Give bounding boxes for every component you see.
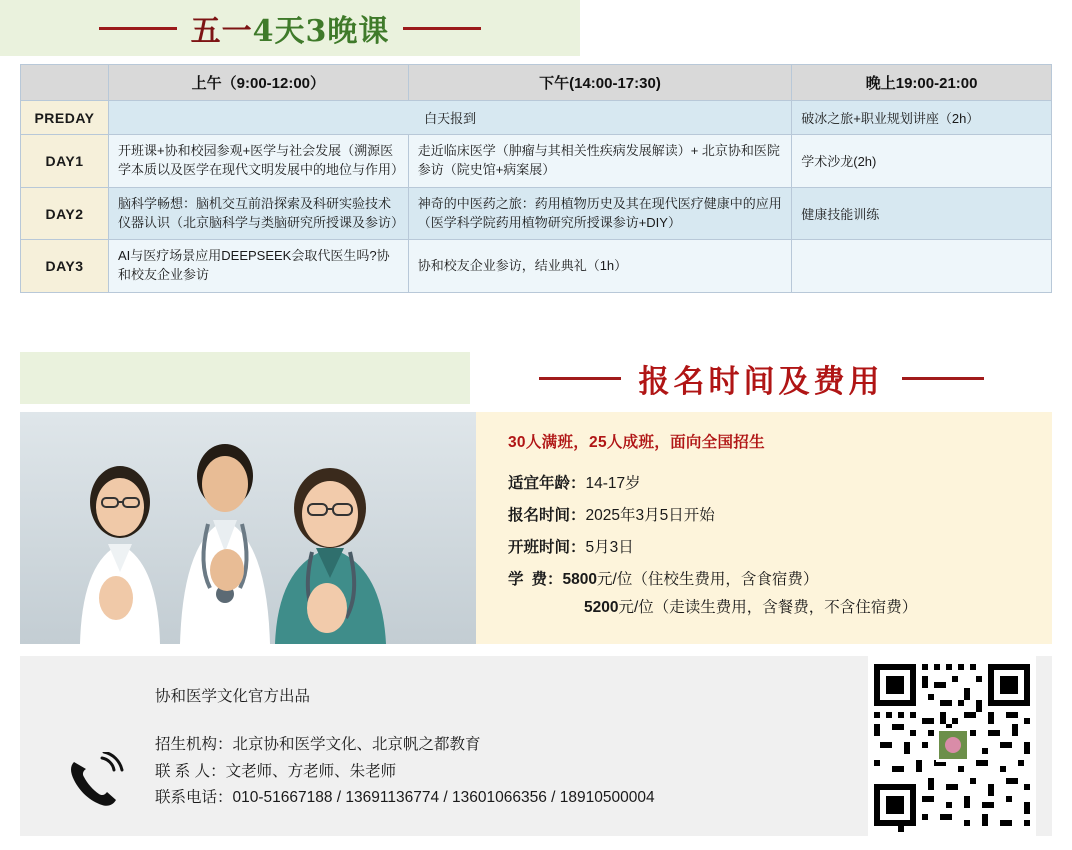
- column-header-morning: 上午（9:00-12:00）: [108, 65, 408, 101]
- title-red-part: 五一: [190, 14, 253, 49]
- column-header-evening: 晚上19:00-21:00: [792, 65, 1052, 101]
- row-evening: [792, 240, 1052, 293]
- enrollment-headline: 30人满班，25人成班，面向全国招生: [508, 434, 765, 451]
- table-row: [21, 240, 1052, 293]
- row-morning: AI与医疗场景应用DEEPSEEK会取代医生吗?协和校友企业参访: [108, 240, 408, 293]
- row-afternoon: 走近临床医学（肿瘤与其相关性疾病发展解读）+ 北京协和医院参访（院史馆+病案展）: [408, 135, 792, 188]
- detail-start-label: 开班时间：: [508, 538, 586, 556]
- detail-fee-primary-tail: 元/位（住校生费用，含食宿费）: [597, 570, 819, 588]
- title-rule-left: [99, 27, 177, 30]
- footer-org-label: 招生机构：: [155, 736, 233, 753]
- table-row: [21, 135, 1052, 188]
- footer-phone-line: [155, 785, 655, 812]
- detail-signup-label: 报名时间：: [508, 506, 586, 524]
- section-rule-right: [902, 377, 984, 380]
- detail-fee-secondary-tail: 元/位（走读生费用，含餐费，不含住宿费）: [618, 598, 918, 616]
- row-daytime-checkin: 白天报到: [108, 101, 791, 135]
- detail-start-value: 5月3日: [585, 538, 634, 556]
- page-title: [191, 6, 390, 50]
- footer-org-value: 北京协和医学文化、北京帆之都教育: [232, 736, 481, 753]
- row-evening: 学术沙龙(2h): [792, 135, 1052, 188]
- poster-title: [0, 0, 580, 56]
- mid-green-band: [20, 352, 470, 404]
- footer-contact-label: 联 系 人：: [155, 762, 226, 780]
- phone-icon: [62, 752, 124, 810]
- detail-fee-primary: 5800: [562, 570, 598, 588]
- footer-contact-line: [155, 759, 655, 786]
- row-day-label: DAY1: [21, 135, 109, 188]
- detail-signup-value: 2025年3月5日开始: [585, 506, 715, 524]
- detail-age-value: 14-17岁: [585, 475, 641, 492]
- row-day-label: PREDAY: [21, 101, 109, 135]
- row-afternoon: 协和校友企业参访，结业典礼（1h）: [408, 240, 792, 293]
- section-heading: [470, 352, 1052, 404]
- section-title: 报名时间及费用: [638, 363, 884, 400]
- detail-fee-secondary: 5200: [584, 598, 619, 616]
- detail-fee: [508, 570, 1048, 591]
- doctors-photo: [20, 412, 476, 644]
- table-header-row: [21, 65, 1052, 101]
- footer-contact-value: 文老师、方老师、朱老师: [225, 762, 397, 780]
- footer-brand: 协和医学文化官方出品: [155, 688, 311, 705]
- detail-fee-secondary-row: [584, 598, 1048, 619]
- qr-code[interactable]: [868, 654, 1036, 836]
- section-rule-left: [539, 377, 621, 380]
- detail-signup-time: [508, 506, 1048, 527]
- table-row: [21, 187, 1052, 240]
- row-evening: 破冰之旅+职业规划讲座（2h）: [792, 101, 1052, 135]
- column-header-day: [21, 65, 109, 101]
- row-evening: 健康技能训练: [792, 187, 1052, 240]
- detail-start-time: [508, 538, 1048, 559]
- row-afternoon: 神奇的中医药之旅：药用植物历史及其在现代医疗健康中的应用（医学科学院药用植物研究所授课参访+DIY）: [408, 187, 792, 240]
- footer-phone-value: 010-51667188 / 13691136774 / 13601066356 / 18910500004: [232, 789, 655, 807]
- detail-fee-label: 学: [508, 570, 532, 588]
- footer-phone-label: 联系电话：: [155, 789, 233, 807]
- enrollment-details: [508, 430, 1048, 619]
- detail-fee-label-tail: 费：: [531, 570, 563, 588]
- column-header-afternoon: 下午(14:00-17:30): [408, 65, 792, 101]
- row-morning: 开班课+协和校园参观+医学与社会发展（溯源医学本质以及医学在现代文明发展中的地位与作用）: [108, 135, 408, 188]
- schedule-table: [20, 64, 1052, 293]
- table-row: [21, 101, 1052, 135]
- row-day-label: DAY2: [21, 187, 109, 240]
- title-rule-right: [403, 27, 481, 30]
- detail-age: [508, 474, 1048, 495]
- footer-org-line: [155, 732, 655, 759]
- title-green-part: 4天3晚课: [252, 14, 390, 49]
- row-morning: 脑科学畅想：脑机交互前沿探索及科研实验技术仪器认识（北京脑科学与类脑研究所授课及参访）: [108, 187, 408, 240]
- footer-contact-block: [155, 732, 655, 812]
- detail-age-label: 适宜年龄：: [508, 475, 586, 492]
- row-day-label: DAY3: [21, 240, 109, 293]
